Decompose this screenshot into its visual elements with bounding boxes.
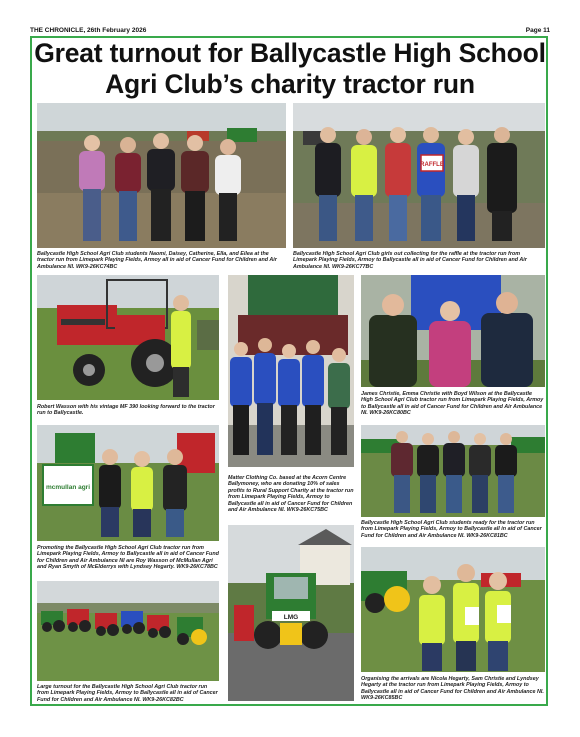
article-headline: Great turnout for Ballycastle High School Agri Club’s charity tractor run bbox=[34, 38, 546, 99]
mcmullan-agri-banner-text: mcmullan agri bbox=[45, 484, 91, 491]
photo-organisers bbox=[361, 547, 545, 672]
photo-large-turnout bbox=[37, 581, 219, 681]
caption-mcmullan-agri-promo: Promoting the Ballycastle High School Agri Club tractor run from Limepark Playing Fields, Armoy to Ballycastle all in aid of Cancer Fund for Children and Air Ambulance NI are Roy Wasson of McMullan Agri and Ryan Smyth of McElderrys with Lyndsey Hegarty. WK9-26KC78BC bbox=[37, 545, 219, 571]
photo-students-field bbox=[37, 103, 286, 248]
caption-students-field: Ballycastle High School Agri Club students Naomi, Daisey, Catherine, Ella, and Eilea at the tractor run from Limepark Playing Fields, Armoy all in aid of Cancer Fund for Children and Air Ambulance NI. WK9-26KC74BC bbox=[37, 251, 277, 270]
caption-matter-clothing: Matter Clothing Co. based at the Acorn Centre Ballymoney, who are donating 10% of sales profits to Rural Support Charity at the tractor run from Limepark Playing Fields, Armoy to Ballycastle all in aid of Cancer Fund for Children and Air Ambulance NI. WK9-26KC75BC bbox=[228, 475, 354, 514]
caption-organisers: Organising the arrivals are Nicola Hegarty, Sam Christie and Lyndsey Hegarty at the tractor run from Limepark Playing Fields, Armoy to Ballycastle all in aid of Cancer Fund for Children and Air Ambulance NI. WK9-26KC85BC bbox=[361, 676, 544, 702]
tractor-plate-text: LMG bbox=[283, 614, 299, 621]
caption-christie-wilson: James Christie, Emma Christie with Boyd Wilson at the Ballycastle High School Agri Club tractor run from Limepark Playing Fields, Armoy to Ballycastle all in aid of Cancer Fund for Children and Air Ambulance NI. WK9-26KC80BC bbox=[361, 391, 544, 417]
caption-large-turnout: Large turnout for the Ballycastle High School Agri Club tractor run from Limepark Playing Fields, Armoy to Ballycastle all in aid of Cancer Fund for Children and Air Ambulance NI. WK9-26KC82BC bbox=[37, 684, 218, 703]
photo-green-tractor-road bbox=[228, 525, 354, 701]
masthead-page-number: Page 11 bbox=[525, 27, 550, 34]
masthead-publication-date: THE CHRONICLE, 26th February 2026 bbox=[30, 27, 147, 34]
caption-raffle-girls: Ballycastle High School Agri Club girls out collecting for the raffle at the tractor run from Limepark Playing Fields, Armoy to Ballycastle all in aid of Cancer Fund for Children and Air Ambulance NI. WK9-26KC77BC bbox=[293, 251, 527, 270]
photo-christie-wilson bbox=[361, 275, 545, 387]
caption-students-ready: Ballycastle High School Agri Club students ready for the tractor run from Limepark Playing Fields, Armoy to Ballycastle all in aid of Cancer Fund for Children and Air Ambulance NI. WK9-26KC81BC bbox=[361, 520, 542, 539]
photo-matter-clothing bbox=[228, 275, 354, 467]
photo-mcmullan-agri-promo bbox=[37, 425, 219, 541]
photo-raffle-girls bbox=[293, 103, 545, 248]
photo-students-ready bbox=[361, 425, 545, 517]
raffle-bucket-label: RAFFLE bbox=[420, 162, 444, 168]
caption-vintage-tractor: Robert Wasson with his vintage MF 390 looking forward to the tractor run to Ballycastle. bbox=[37, 404, 215, 417]
photo-vintage-tractor bbox=[37, 275, 219, 400]
